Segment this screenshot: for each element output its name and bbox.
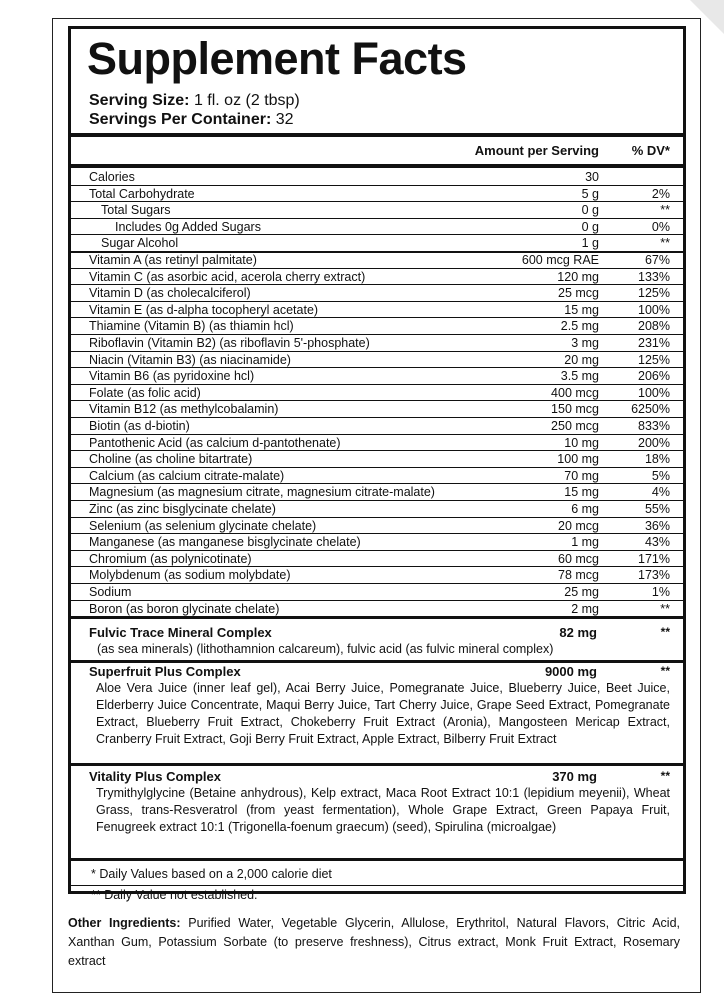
nutrient-amount: 5 g — [581, 186, 599, 201]
other-ingredients-text: Purified Water, Vegetable Glycerin, Allulose, Erythritol, Natural Flavors, Citric Acid, Xanthan Gum, Potassium Sorbate (to preserve freshness), Citrus extract, Monk Fruit Extract, Rosemary extract — [68, 916, 680, 968]
fulvic-rule — [71, 660, 683, 663]
nutrient-amount: 150 mcg — [551, 402, 599, 417]
nutrient-name: Thiamine (Vitamin B) (as thiamin hcl) — [89, 319, 294, 334]
nutrient-amount: 3 mg — [571, 336, 599, 350]
nutrient-amount: 20 mcg — [558, 518, 599, 533]
servings-label: Servings Per Container: — [89, 111, 272, 128]
nutrient-dv: ** — [660, 236, 670, 251]
panel-title: Supplement Facts — [87, 33, 467, 84]
nutrient-row — [71, 352, 683, 369]
nutrient-row — [71, 252, 683, 269]
nutrient-name: Zinc (as zinc bisglycinate chelate) — [89, 502, 276, 516]
nutrient-row — [71, 385, 683, 402]
superfruit-title: Superfruit Plus Complex — [89, 664, 241, 679]
nutrient-name: Molybdenum (as sodium molybdate) — [89, 568, 291, 583]
nutrient-amount: 25 mcg — [558, 286, 599, 301]
nutrient-dv: 43% — [644, 535, 670, 550]
nutrient-dv: 208% — [638, 319, 670, 334]
fulvic-body: (as sea minerals) (lithothamnion calcareum), fulvic acid (as fulvic mineral complex) — [97, 642, 554, 656]
nutrients-end-rule — [71, 616, 683, 619]
nutrient-dv: 5% — [651, 468, 670, 483]
servings-value: 32 — [275, 111, 294, 128]
nutrient-name: Sugar Alcohol — [101, 236, 179, 251]
footnote-divider — [71, 885, 683, 886]
nutrient-row — [71, 186, 683, 203]
nutrient-amount: 100 mg — [557, 452, 599, 467]
vitality-amount: 370 mg — [552, 769, 597, 784]
nutrient-row — [71, 219, 683, 236]
nutrient-dv: 4% — [651, 485, 670, 500]
nutrient-name: Total Carbohydrate — [89, 186, 195, 201]
nutrient-row — [71, 551, 683, 568]
nutrient-dv: 18% — [644, 452, 670, 467]
nutrient-dv: 36% — [644, 518, 670, 533]
nutrient-row — [71, 468, 683, 485]
nutrient-amount: 60 mcg — [558, 551, 599, 566]
nutrient-amount: 20 mg — [564, 352, 599, 367]
nutrient-dv: 231% — [638, 336, 670, 350]
nutrient-amount: 2.5 mg — [560, 319, 599, 334]
nutrient-name: Vitamin E (as d-alpha tocopheryl acetate) — [89, 302, 319, 317]
superfruit-rule — [71, 763, 683, 766]
nutrient-row — [71, 534, 683, 551]
nutrient-amount: 600 mcg RAE — [521, 253, 599, 267]
nutrient-row — [71, 584, 683, 601]
nutrient-row — [71, 418, 683, 435]
footnote-daily-values: * Daily Values based on a 2,000 calorie diet — [91, 867, 332, 881]
nutrient-amount: 1 g — [581, 236, 599, 251]
nutrient-row — [71, 269, 683, 286]
vitality-body: Trymithylglycine (Betaine anhydrous), Kelp extract, Maca Root Extract 10:1 (lepidium meyenii), Wheat Grass, trans-Resveratrol (from yeast fermentation), Whole Grape Extract, Green Papaya Fruit, Fenugreek extract 10:1 (Trigonella-foenum graecum) (seed), Spirulina (microalgae) — [96, 786, 670, 834]
nutrient-name: Folate (as folic acid) — [89, 385, 201, 400]
nutrient-name: Biotin (as d-biotin) — [89, 419, 190, 433]
nutrient-dv: 100% — [638, 385, 670, 400]
serving-size — [89, 91, 300, 110]
header-rule — [71, 164, 683, 168]
nutrient-row — [71, 601, 683, 618]
nutrient-amount: 15 mg — [564, 302, 599, 317]
serving-size-label: Serving Size: — [89, 92, 190, 109]
nutrient-row — [71, 318, 683, 335]
other-ingredients — [68, 914, 680, 971]
nutrient-dv: 206% — [638, 369, 670, 384]
nutrient-name: Pantothenic Acid (as calcium d-pantothenate) — [89, 435, 341, 450]
nutrient-name: Vitamin D (as cholecalciferol) — [89, 286, 251, 301]
nutrient-amount: 6 mg — [571, 502, 599, 516]
nutrient-row — [71, 285, 683, 302]
superfruit-body: Aloe Vera Juice (inner leaf gel), Acai Berry Juice, Pomegranate Juice, Blueberry Juice, Beet Juice, Elderberry Juice Concentrate, Maqui Berry Juice, Tart Cherry Juice, Grape Seed Extract, Pomegranate Extract, Blueberry Fruit Extract, Chokeberry Fruit Extract (Aronia), Mangosteen Mericap Extract, Cranberry Fruit Extract, Goji Berry Fruit Extract, Apple Extract, Bilberry Fruit Extract — [96, 681, 670, 746]
nutrient-row — [71, 435, 683, 452]
nutrient-dv: 0% — [651, 219, 670, 234]
nutrient-row — [71, 567, 683, 584]
nutrient-dv: ** — [660, 601, 670, 616]
fulvic-amount: 82 mg — [559, 625, 597, 640]
nutrient-dv: 125% — [638, 352, 670, 367]
nutrient-row — [71, 518, 683, 535]
nutrient-dv: 200% — [638, 435, 670, 450]
nutrient-dv: 833% — [638, 419, 670, 433]
nutrient-row — [71, 484, 683, 501]
nutrient-dv: 133% — [638, 269, 670, 284]
nutrient-dv: ** — [660, 203, 670, 218]
nutrient-row — [71, 368, 683, 385]
nutrient-name: Vitamin C (as asorbic acid, acerola cherry extract) — [89, 269, 366, 284]
nutrient-row — [71, 335, 683, 352]
servings-per-container — [89, 110, 294, 129]
nutrient-name: Total Sugars — [101, 203, 171, 218]
nutrient-row — [71, 401, 683, 418]
nutrient-row — [71, 451, 683, 468]
footnote-not-established: ** Daily Value not established. — [91, 888, 258, 902]
nutrient-name: Calcium (as calcium citrate-malate) — [89, 468, 285, 483]
nutrient-amount: 25 mg — [564, 585, 599, 599]
superfruit-amount: 9000 mg — [544, 664, 597, 679]
nutrient-amount: 70 mg — [564, 468, 599, 483]
fulvic-title: Fulvic Trace Mineral Complex — [89, 625, 272, 640]
nutrient-dv: 6250% — [631, 402, 670, 417]
nutrient-amount: 400 mcg — [551, 385, 599, 400]
nutrient-name: Selenium (as selenium glycinate chelate) — [89, 518, 317, 533]
vitality-dv: ** — [660, 769, 670, 783]
nutrient-name: Calories — [89, 170, 135, 184]
serving-size-value: 1 fl. oz (2 tbsp) — [193, 92, 300, 109]
nutrient-dv: 55% — [644, 502, 670, 516]
nutrient-amount: 15 mg — [564, 485, 599, 500]
other-ingredients-label: Other Ingredients: — [68, 916, 181, 930]
nutrient-amount: 78 mcg — [558, 568, 599, 583]
nutrient-dv: 171% — [638, 551, 670, 566]
nutrient-row — [71, 302, 683, 319]
nutrient-name: Magnesium (as magnesium citrate, magnesium citrate-malate) — [89, 485, 435, 500]
nutrient-amount: 30 — [585, 170, 599, 184]
nutrient-amount: 10 mg — [564, 435, 599, 450]
nutrient-name: Vitamin A (as retinyl palmitate) — [89, 253, 257, 267]
nutrient-name: Includes 0g Added Sugars — [115, 219, 261, 234]
nutrient-amount: 0 g — [581, 219, 599, 234]
nutrient-amount: 120 mg — [557, 269, 599, 284]
nutrient-row — [71, 169, 683, 186]
header-dv: % DV* — [631, 143, 670, 158]
superfruit-dv: ** — [660, 664, 670, 678]
nutrient-dv: 173% — [638, 568, 670, 583]
nutrient-name: Vitamin B12 (as methylcobalamin) — [89, 402, 279, 417]
nutrient-amount: 0 g — [581, 203, 599, 218]
nutrient-dv: 100% — [638, 302, 670, 317]
nutrient-name: Vitamin B6 (as pyridoxine hcl) — [89, 369, 255, 384]
nutrient-amount: 1 mg — [571, 535, 599, 550]
fulvic-dv: ** — [660, 625, 670, 639]
nutrient-dv: 67% — [644, 253, 670, 267]
thick-rule — [71, 133, 683, 137]
supplement-facts-panel — [68, 26, 686, 902]
nutrient-dv: 1% — [651, 585, 670, 599]
nutrient-name: Riboflavin (Vitamin B2) (as riboflavin 5'-phosphate) — [89, 336, 370, 350]
nutrient-name: Niacin (Vitamin B3) (as niacinamide) — [89, 352, 291, 367]
nutrient-name: Sodium — [89, 585, 132, 599]
nutrient-row — [71, 501, 683, 518]
nutrient-amount: 2 mg — [571, 601, 599, 616]
nutrient-row — [71, 235, 683, 253]
header-amount: Amount per Serving — [474, 143, 599, 158]
nutrient-dv: 2% — [651, 186, 670, 201]
nutrient-name: Choline (as choline bitartrate) — [89, 452, 253, 467]
nutrient-amount: 250 mcg — [551, 419, 599, 433]
vitality-title: Vitality Plus Complex — [89, 769, 221, 784]
nutrient-name: Manganese (as manganese bisglycinate chelate) — [89, 535, 361, 550]
nutrient-amount: 3.5 mg — [560, 369, 599, 384]
nutrient-name: Boron (as boron glycinate chelate) — [89, 601, 280, 616]
nutrient-name: Chromium (as polynicotinate) — [89, 551, 252, 566]
vitality-rule — [71, 858, 683, 861]
nutrient-dv: 125% — [638, 286, 670, 301]
nutrient-row — [71, 202, 683, 219]
